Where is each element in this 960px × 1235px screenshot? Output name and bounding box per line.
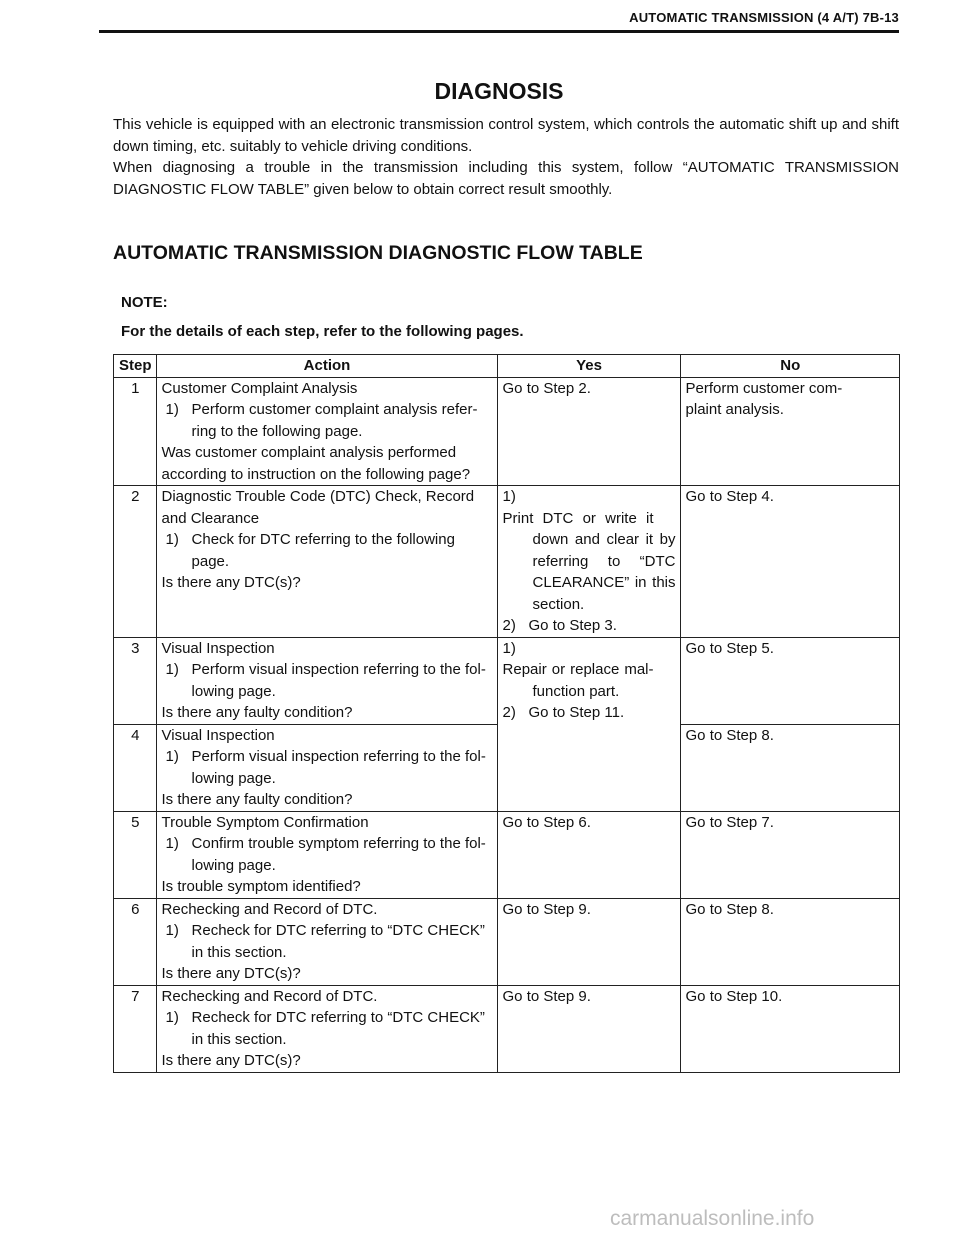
action-question: Is there any faulty condition? (161, 704, 353, 721)
action-substep-cont: ring to the following page. (191, 422, 363, 440)
action-question: Was customer complaint analysis performed (161, 444, 457, 461)
step-number: 4 (114, 724, 157, 811)
action-title: Trouble Symptom Confirmation (161, 813, 369, 831)
table-row (114, 486, 900, 638)
action-question: Is there any DTC(s)? (161, 1052, 301, 1069)
action-substep: 1) Perform visual inspection referring to the fol- (165, 748, 486, 765)
action-title: Visual Inspection (161, 726, 275, 744)
header-rule (99, 30, 899, 33)
action-substep-cont: lowing page. (191, 682, 276, 700)
yes-cell: Go to Step 9. (497, 898, 680, 985)
step-number: 7 (114, 985, 157, 1072)
yes-cell: Go to Step 6. (497, 811, 680, 898)
diagnostic-flow-table (113, 354, 900, 1073)
table-row (114, 811, 900, 898)
no-cell: Go to Step 8. (680, 898, 899, 985)
action-title: Visual Inspection (161, 639, 275, 657)
table-row (114, 898, 900, 985)
action-substep: 1) Recheck for DTC referring to “DTC CHECK” (165, 922, 485, 939)
page-title: DIAGNOSIS (434, 78, 564, 104)
action-cell (156, 811, 497, 898)
step-number: 1 (114, 377, 157, 486)
action-question-cont: according to instruction on the following page? (161, 465, 471, 483)
step-number: 5 (114, 811, 157, 898)
note-text: For the details of each step, refer to the following pages. (121, 323, 524, 340)
running-header: AUTOMATIC TRANSMISSION (4 A/T) 7B-13 (629, 10, 899, 25)
action-cell (156, 637, 497, 724)
no-cell: Go to Step 10. (680, 985, 899, 1072)
no-cell: Perform customer com- plaint analysis. (680, 377, 899, 486)
table-row (114, 637, 900, 724)
header-step: Step (114, 355, 157, 378)
action-substep-cont: in this section. (191, 1030, 287, 1048)
action-question: Is trouble symptom identified? (161, 878, 361, 895)
yes-cell: Go to Step 2. (497, 377, 680, 486)
yes-cell: 1)Print DTC or write it down and clear it by referring to “DTC CLEARANCE” in this section. 2) Go to Step 3. (497, 486, 680, 638)
note-block (121, 288, 524, 346)
step-number: 3 (114, 637, 157, 724)
no-cell: Go to Step 4. (680, 486, 899, 638)
yes-cell: Go to Step 9. (497, 985, 680, 1072)
action-substep: 1) Perform customer complaint analysis refer- (165, 401, 478, 418)
header-no: No (680, 355, 899, 378)
action-title: Customer Complaint Analysis (161, 379, 358, 397)
yes-cell-merged: 1)Repair or replace mal- function part. 2) Go to Step 11. (497, 637, 680, 811)
action-title: Rechecking and Record of DTC. (161, 900, 378, 918)
table-row (114, 377, 900, 486)
table-row (114, 985, 900, 1072)
action-substep-cont: page. (191, 552, 230, 570)
action-substep: 1) Recheck for DTC referring to “DTC CHECK” (165, 1009, 485, 1026)
action-title: Rechecking and Record of DTC. (161, 987, 378, 1005)
watermark: carmanualsonline.info (610, 1207, 815, 1230)
action-substep: 1) Perform visual inspection referring to the fol- (165, 661, 486, 678)
section-title: AUTOMATIC TRANSMISSION DIAGNOSTIC FLOW TABLE (113, 242, 643, 264)
intro-paragraph-1: This vehicle is equipped with an electronic transmission control system, which controls the automatic shift up and shift down timing, etc. suitably to vehicle driving conditions. (113, 116, 899, 155)
table-header-row (114, 355, 900, 378)
action-cell (156, 724, 497, 811)
action-substep-cont: lowing page. (191, 769, 276, 787)
step-number: 6 (114, 898, 157, 985)
action-question: Is there any DTC(s)? (161, 574, 301, 591)
action-substep-cont: in this section. (191, 943, 287, 961)
action-question: Is there any faulty condition? (161, 791, 353, 808)
step-number: 2 (114, 486, 157, 638)
action-title: Diagnostic Trouble Code (DTC) Check, Record (161, 488, 475, 505)
action-cell (156, 898, 497, 985)
action-question: Is there any DTC(s)? (161, 965, 301, 982)
note-label: NOTE: (121, 294, 168, 311)
action-cell (156, 985, 497, 1072)
action-title-cont: and Clearance (161, 509, 260, 527)
action-substep-cont: lowing page. (191, 856, 276, 874)
action-substep: 1) Confirm trouble symptom referring to the fol- (165, 835, 486, 852)
no-cell: Go to Step 7. (680, 811, 899, 898)
intro-paragraph-2: When diagnosing a trouble in the transmission including this system, follow “AUTOMATIC TRANSMISSION DIAGNOSTIC FLOW TABLE” given below to obtain correct result smoothly. (113, 159, 899, 198)
no-cell: Go to Step 8. (680, 724, 899, 811)
intro-text (113, 114, 899, 200)
action-cell (156, 377, 497, 486)
action-cell (156, 486, 497, 638)
header-yes: Yes (497, 355, 680, 378)
header-action: Action (156, 355, 497, 378)
no-cell: Go to Step 5. (680, 637, 899, 724)
action-substep: 1) Check for DTC referring to the following (165, 531, 455, 548)
